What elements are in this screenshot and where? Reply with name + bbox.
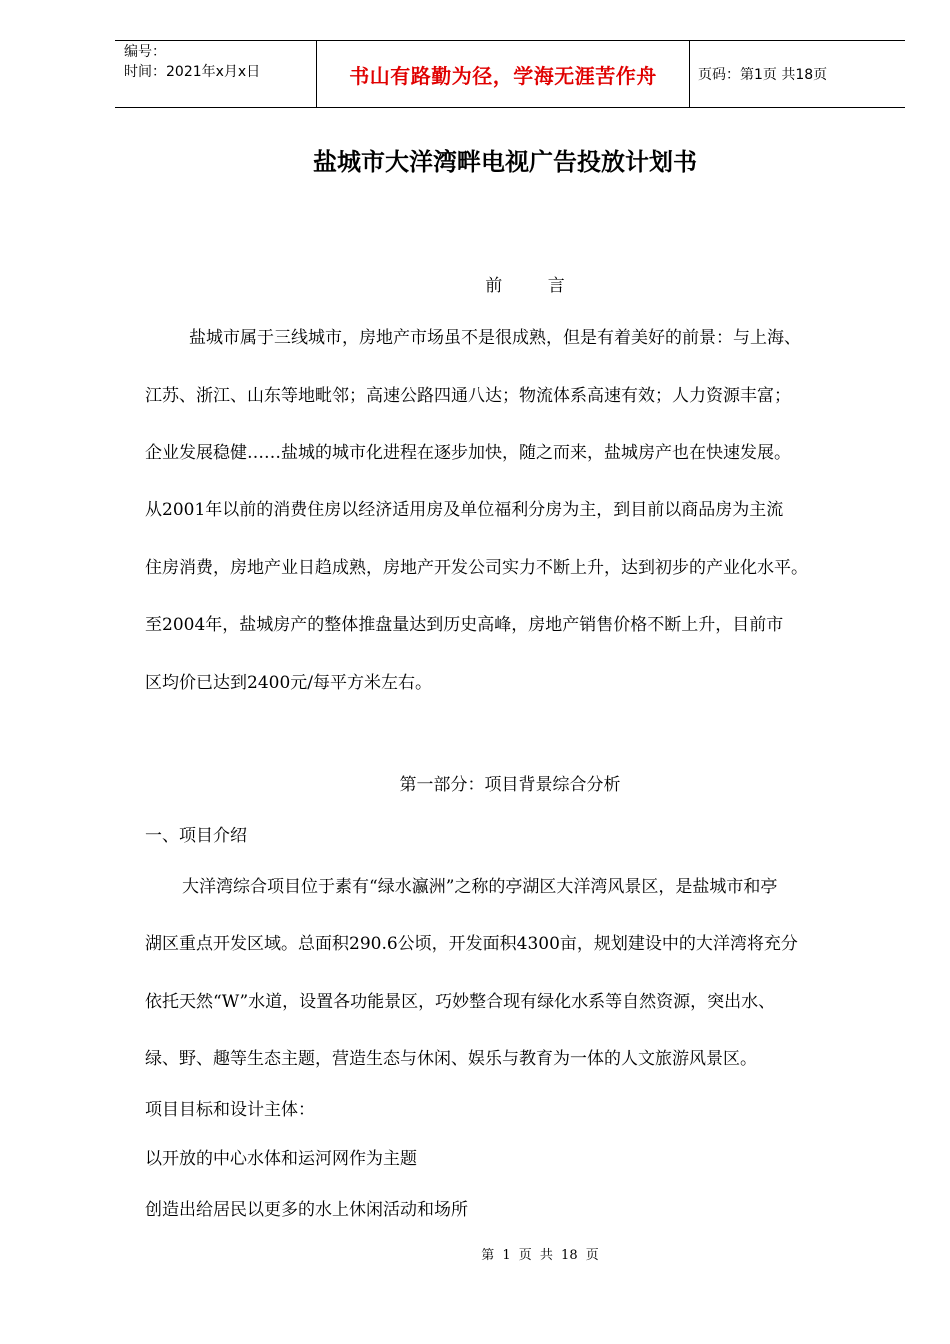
part-heading: 第一部分：项目背景综合分析 bbox=[399, 775, 621, 795]
goal-item: 以开放的中心水体和运河网作为主题 bbox=[145, 1149, 417, 1169]
preface-line: 区均价已达到2400元/每平方米左右。 bbox=[145, 673, 432, 693]
header-meta bbox=[115, 41, 316, 107]
intro-line: 大洋湾综合项目位于素有“绿水瀛洲”之称的亭湖区大洋湾风景区，是盐城市和亭 bbox=[182, 877, 778, 897]
header-page-info: 页码：第1页 共18页 bbox=[698, 67, 828, 83]
document-title: 盐城市大洋湾畔电视广告投放计划书 bbox=[313, 148, 697, 176]
intro-line: 绿、野、趣等生态主题，营造生态与休闲、娱乐与教育为一体的人文旅游风景区。 bbox=[145, 1049, 757, 1069]
goals-heading: 项目目标和设计主体： bbox=[145, 1100, 315, 1120]
subsection-heading: 一、项目介绍 bbox=[145, 826, 247, 846]
preface-line: 至2004年，盐城房产的整体推盘量达到历史高峰，房地产销售价格不断上升，目前市 bbox=[145, 615, 784, 635]
header-motto: 书山有路勤为径，学海无涯苦作舟 bbox=[316, 41, 690, 107]
page-header bbox=[115, 40, 905, 108]
preface-line: 盐城市属于三线城市，房地产市场虽不是很成熟，但是有着美好的前景：与上海、 bbox=[189, 328, 801, 348]
date-label: 时间：2021年x月x日 bbox=[124, 64, 261, 80]
page-footer: 第 1 页 共 18 页 bbox=[481, 1248, 599, 1263]
preface-line: 住房消费，房地产业日趋成熟，房地产开发公司实力不断上升，达到初步的产业化水平。 bbox=[145, 558, 808, 578]
intro-line: 湖区重点开发区域。总面积290.6公顷，开发面积4300亩，规划建设中的大洋湾将充分 bbox=[145, 934, 798, 954]
intro-line: 依托天然“W”水道，设置各功能景区，巧妙整合现有绿化水系等自然资源，突出水、 bbox=[145, 992, 776, 1012]
preface-line: 从2001年以前的消费住房以经济适用房及单位福利分房为主，到目前以商品房为主流 bbox=[145, 500, 784, 520]
preface-heading: 前 言 bbox=[485, 276, 565, 296]
preface-line: 企业发展稳健……盐城的城市化进程在逐步加快，随之而来，盐城房产也在快速发展。 bbox=[145, 443, 791, 463]
serial-number-label: 编号： bbox=[124, 44, 166, 60]
preface-line: 江苏、浙江、山东等地毗邻；高速公路四通八达；物流体系高速有效；人力资源丰富； bbox=[145, 386, 791, 406]
goal-item: 创造出给居民以更多的水上休闲活动和场所 bbox=[145, 1200, 468, 1220]
